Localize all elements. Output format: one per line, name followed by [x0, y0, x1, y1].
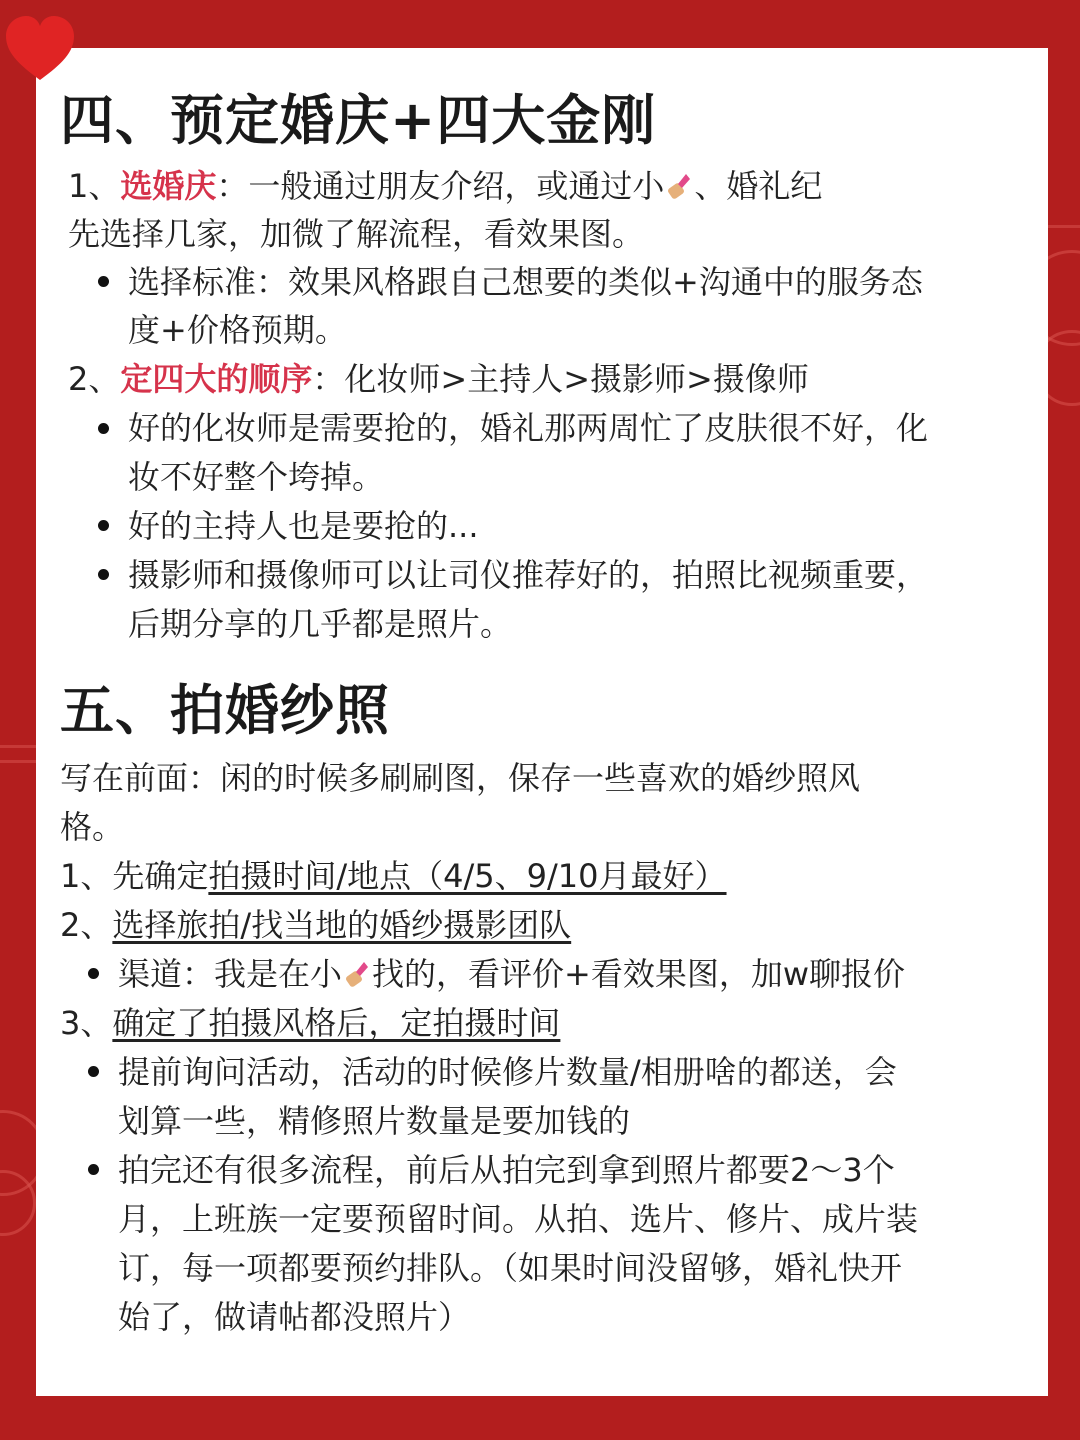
item-number: 1、 — [68, 167, 121, 205]
item-label-order: 定四大的顺序 — [120, 360, 313, 398]
section-5-item-2 — [60, 905, 571, 945]
bullet-dot — [98, 569, 109, 580]
bullet-text: 提前询问活动，活动的时候修片数量/相册啥的都送，会 — [118, 1053, 897, 1091]
section-4-item-1-cont: 先选择几家，加微了解流程，看效果图。 — [68, 215, 645, 253]
item-text: 3、 — [60, 1004, 113, 1042]
bullet-text: 度+价格预期。 — [128, 311, 347, 349]
item-text: 、婚礼纪 — [694, 167, 823, 205]
bullet-dot — [98, 276, 109, 287]
decor-stripe — [0, 745, 36, 748]
bullet-dot — [98, 423, 109, 434]
item-underlined-text: 确定了拍摄风格后，定拍摄时间 — [112, 1004, 561, 1042]
item-text: 2、 — [60, 906, 113, 944]
item-text: 化妆师>主持人>摄影师>摄像师 — [344, 360, 809, 398]
bullet-text — [118, 954, 905, 994]
bullet-text: 始了，做请帖都没照片） — [118, 1298, 471, 1336]
content-card — [36, 48, 1048, 1396]
lipstick-icon — [342, 959, 372, 989]
bullet-text: 妆不好整个垮掉。 — [128, 458, 385, 496]
bullet-text: 摄影师和摄像师可以让司仪推荐好的，拍照比视频重要， — [128, 556, 929, 594]
section-4-item-2 — [68, 359, 809, 399]
decor-stripe — [1046, 225, 1080, 228]
item-text: 找的，看评价+看效果图，加w聊报价 — [372, 955, 906, 993]
lipstick-icon — [664, 171, 694, 201]
item-text: 1、先确定 — [60, 857, 209, 895]
section-5-title: 五、拍婚纱照 — [60, 679, 390, 742]
section-4-item-1 — [68, 166, 822, 206]
item-text: 一般通过朋友介绍，或通过小 — [248, 167, 665, 205]
item-underlined-text: 拍摄时间/地点（4/5、9/10月最好） — [208, 857, 727, 895]
colon: ： — [312, 360, 345, 398]
decor-stripe — [0, 760, 36, 763]
item-underlined-text: 选择旅拍/找当地的婚纱摄影团队 — [112, 906, 572, 944]
item-label-select-planner: 选婚庆 — [120, 167, 217, 205]
colon: ： — [216, 167, 249, 205]
bullet-text: 好的主持人也是要抢的... — [128, 507, 479, 545]
item-text: 渠道：我是在小 — [118, 955, 343, 993]
bullet-text: 拍完还有很多流程，前后从拍完到拿到照片都要2～3个 — [118, 1151, 895, 1189]
bullet-dot — [88, 1066, 99, 1077]
item-number: 2、 — [68, 360, 121, 398]
bullet-text: 后期分享的几乎都是照片。 — [128, 605, 513, 643]
bullet-text: 订，每一项都要预约排队。（如果时间没留够，婚礼快开 — [118, 1249, 903, 1287]
section-5-item-1 — [60, 856, 727, 896]
section-5-item-3 — [60, 1003, 560, 1043]
bullet-text: 选择标准：效果风格跟自己想要的类似+沟通中的服务态 — [128, 263, 923, 301]
section-4-title: 四、预定婚庆+四大金刚 — [60, 89, 657, 152]
bullet-text: 划算一些，精修照片数量是要加钱的 — [118, 1102, 631, 1140]
bullet-dot — [88, 968, 99, 979]
bullet-text: 好的化妆师是需要抢的，婚礼那两周忙了皮肤很不好，化 — [128, 409, 929, 447]
bullet-dot — [98, 520, 109, 531]
heart-icon — [4, 14, 76, 86]
intro-text: 格。 — [60, 808, 125, 846]
intro-text: 写在前面：闲的时候多刷刷图，保存一些喜欢的婚纱照风 — [60, 759, 861, 797]
bullet-dot — [88, 1164, 99, 1175]
bullet-text: 月，上班族一定要预留时间。从拍、选片、修片、成片装 — [118, 1200, 919, 1238]
